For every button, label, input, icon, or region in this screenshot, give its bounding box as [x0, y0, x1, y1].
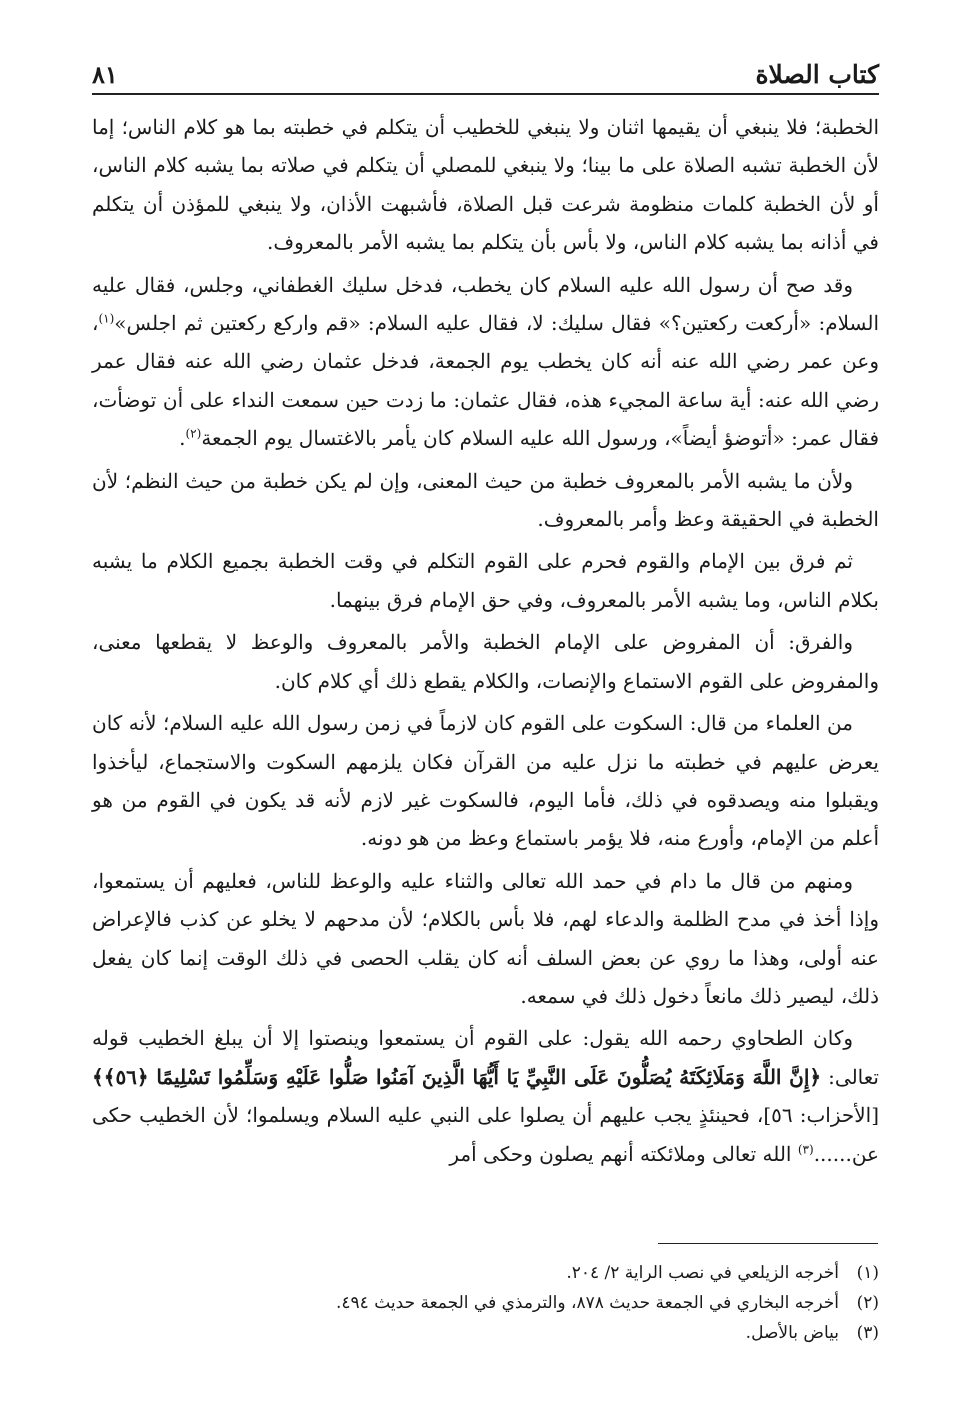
paragraph: ومنهم من قال ما دام في حمد الله تعالى والثناء عليه والوعظ للناس، فعليهم أن يستمعوا، وإذا أخذ في مدح الظلمة والدعاء لهم، فلا بأس بالكلام؛ لأن مدحهم لا يخلو عن كذب فالإعراض عنه أولى، وهذا ما روي عن بعض السلف أنه كان يقلب الحصى في ذلك الوقت إنما كان يفعل ذلك، ليصير ذلك مانعاً دخول ذلك في سمعه. [92, 868, 879, 1008]
paragraph-text: الله تعالى وملائكته أنهم يصلون وحكى أمر [449, 1141, 798, 1166]
footnote-number: (٣) [856, 1323, 879, 1343]
footnote-text: أخرجه الزيلعي في نصب الراية ٢/ ٢٠٤. [566, 1263, 839, 1283]
paragraph-text: وقد صح أن رسول الله عليه السلام كان يخطب، فدخل سليك الغطفاني، وجلس، فقال عليه السلام: «أركعت ركعتين؟» فقال سليك: لا، فقال عليه السلام: «قم واركع ركعتين ثم اجلس» [92, 272, 879, 336]
body-text [92, 108, 879, 1177]
footnote-text: بياض بالأصل. [745, 1323, 839, 1343]
paragraph [92, 1019, 879, 1173]
paragraph-text: . [179, 426, 186, 451]
footnote-text: أخرجه البخاري في الجمعة حديث ٨٧٨، والترمذي في الجمعة حديث ٤٩٤. [336, 1293, 839, 1313]
paragraph: ثم فرق بين الإمام والقوم فحرم على القوم التكلم في وقت الخطبة بجميع الكلام ما يشبه بكلام الناس، وما يشبه الأمر بالمعروف، وفي حق الإمام فرق بينهما. [92, 549, 879, 612]
paragraph: الخطبة؛ فلا ينبغي أن يقيمها اثنان ولا ينبغي للخطيب أن يتكلم في خطبته بما هو كلام الناس؛ إما لأن الخطبة تشبه الصلاة على ما بينا؛ ولا ينبغي للمصلي أن يتكلم في صلاته بما يشبه كلام الناس، أو لأن الخطبة كلمات منظومة شرعت قبل الصلاة، فأشبهت الأذان، ولا ينبغي للمؤذن أن يتكلم في أذانه بما يشبه كلام الناس، ولا بأس بأن يتكلم بما يشبه الأمر بالمعروف. [92, 115, 879, 255]
footnotes [92, 1258, 879, 1348]
footnote-divider [658, 1243, 878, 1244]
footnote-marker: (١) [98, 311, 115, 326]
footnote [92, 1318, 879, 1348]
paragraph: والفرق: أن المفروض على الإمام الخطبة والأمر بالمعروف والوعظ لا يقطعها معنى، والمفروض على القوم الاستماع والإنصات، والكلام يقطع ذلك أي كلام كان. [92, 630, 879, 693]
quran-verse: ﴿إِنَّ اللَّهَ وَمَلَائِكَتَهُ يُصَلُّونَ عَلَى النَّبِيِّ يَا أَيُّهَا الَّذِينَ آمَنُوا صَلُّوا عَلَيْهِ وَسَلِّمُوا تَسْلِيمًا ﴿٥٦﴾﴾ [92, 1064, 822, 1089]
page-number: ٨١ [92, 60, 118, 89]
paragraph-text: [الأحزاب: ٥٦]، فحينئذٍ يجب عليهم أن يصلوا على النبي عليه السلام ويسلموا؛ لأن الخطيب حكى عن...... [92, 1103, 879, 1166]
paragraph: ولأن ما يشبه الأمر بالمعروف خطبة من حيث المعنى، وإن لم يكن خطبة من حيث النظم؛ لأن الخطبة في الحقيقة وعظ وأمر بالمعروف. [92, 468, 879, 532]
paragraph: من العلماء من قال: السكوت على القوم كان لازماً في زمن رسول الله عليه السلام؛ لأنه كان يعرض عليهم في خطبته ما نزل عليه من القرآن فكان يلزمهم السكوت والاستجماع، ليأخذوا ويقبلوا منه ويصدقوه في ذلك، فأما اليوم، فالسكوت غير لازم لأنه قد يكون في القوم من هو أعلم من الإمام، وأورع منه، فلا يؤمر باستماع وعظ من هو دونه. [92, 711, 879, 851]
footnote-number: (١) [856, 1263, 879, 1283]
paragraph [92, 266, 879, 458]
paragraph-text: وكان الطحاوي رحمه الله يقول: على القوم أن يستمعوا وينصتوا إلا أن يبلغ الخطيب قوله تعالى: [92, 1026, 879, 1089]
footnote [92, 1258, 879, 1288]
footnote-marker: (٣) [797, 1141, 814, 1156]
paragraph-text: ، وعن عمر رضي الله عنه أنه كان يخطب يوم الجمعة، فدخل عثمان رضي الله عنه فقال عمر رضي الله عنه: أية ساعة المجيء هذه، فقال عثمان: ما زدت حين سمعت النداء على أن توضأت، فقال عمر: «أتوضؤ أيضاً»، ورسول الله عليه السلام كان يأمر بالاغتسال يوم الجمعة [92, 311, 879, 451]
page-header [92, 55, 879, 95]
footnote-number: (٢) [856, 1293, 879, 1313]
book-title: كتاب الصلاة [755, 60, 879, 89]
footnote [92, 1288, 879, 1318]
footnote-marker: (٢) [185, 426, 202, 441]
